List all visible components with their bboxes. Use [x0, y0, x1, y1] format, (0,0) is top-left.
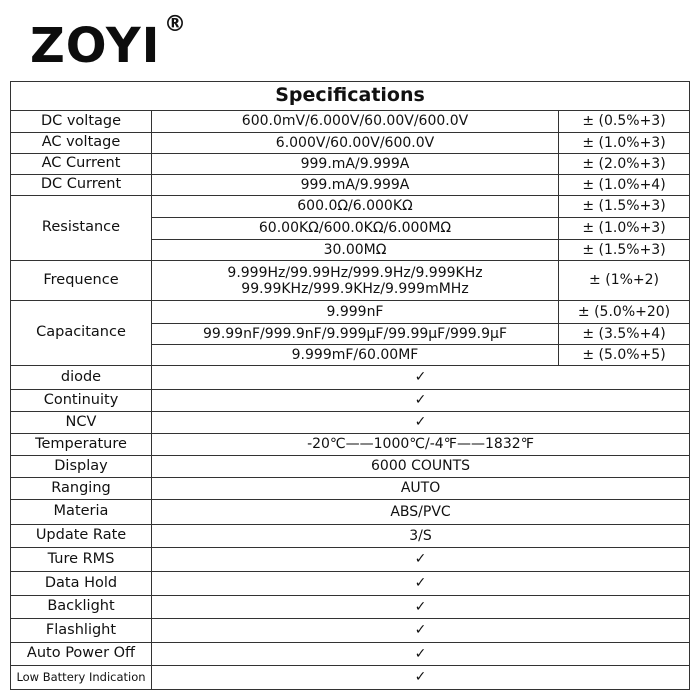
- row-label: Frequence: [11, 261, 152, 301]
- accuracy-cell: ± (1%+2): [559, 261, 690, 301]
- brand-logo: [30, 12, 186, 78]
- accuracy-cell: ± (1.0%+3): [559, 218, 690, 240]
- row-label: AC Current: [11, 154, 152, 175]
- brand-logo-text: ZOYI: [30, 18, 161, 74]
- table-row: [11, 412, 690, 434]
- table-row: [11, 175, 690, 196]
- row-label: Update Rate: [11, 525, 152, 548]
- table-row: [11, 111, 690, 133]
- table-row: [11, 572, 690, 596]
- table-row: [11, 154, 690, 175]
- row-label: DC Current: [11, 175, 152, 196]
- table-row: [11, 434, 690, 456]
- row-label: Data Hold: [11, 572, 152, 596]
- table-row: [11, 525, 690, 548]
- row-label: Ture RMS: [11, 548, 152, 572]
- table-row: [11, 643, 690, 666]
- accuracy-cell: ± (0.5%+3): [559, 111, 690, 133]
- accuracy-cell: ± (1.0%+4): [559, 175, 690, 196]
- row-label: Materia: [11, 500, 152, 525]
- table-row: [11, 301, 690, 324]
- value-cell: ABS/PVC: [152, 500, 690, 525]
- range-cell: 600.0mV/6.000V/60.00V/600.0V: [152, 111, 559, 133]
- accuracy-cell: ± (3.5%+4): [559, 324, 690, 345]
- range-cell: [152, 261, 559, 301]
- check-icon: ✓: [152, 619, 690, 643]
- row-label: NCV: [11, 412, 152, 434]
- range-cell: 9.999nF: [152, 301, 559, 324]
- table-row: [11, 666, 690, 690]
- range-cell: 600.0Ω/6.000KΩ: [152, 196, 559, 218]
- row-label: Ranging: [11, 478, 152, 500]
- range-cell: 6.000V/60.00V/600.0V: [152, 133, 559, 154]
- check-icon: ✓: [152, 596, 690, 619]
- range-cell: 60.00KΩ/600.0KΩ/6.000MΩ: [152, 218, 559, 240]
- row-label: Continuity: [11, 390, 152, 412]
- accuracy-cell: ± (5.0%+20): [559, 301, 690, 324]
- row-label: DC voltage: [11, 111, 152, 133]
- table-row: [11, 478, 690, 500]
- check-icon: ✓: [152, 548, 690, 572]
- row-label: Backlight: [11, 596, 152, 619]
- value-cell: AUTO: [152, 478, 690, 500]
- table-row: [11, 596, 690, 619]
- table-row: [11, 390, 690, 412]
- table-row: [11, 619, 690, 643]
- range-cell: 9.999mF/60.00MF: [152, 345, 559, 366]
- registered-mark: ®: [164, 12, 186, 37]
- row-label: Display: [11, 456, 152, 478]
- table-row: [11, 500, 690, 525]
- table-row: [11, 366, 690, 390]
- range-cell: 999.mA/9.999A: [152, 154, 559, 175]
- range-cell: 30.00MΩ: [152, 240, 559, 261]
- range-cell: 99.99nF/999.9nF/9.999μF/99.99μF/999.9μF: [152, 324, 559, 345]
- table-row: [11, 196, 690, 218]
- table-row: [11, 548, 690, 572]
- accuracy-cell: ± (1.5%+3): [559, 240, 690, 261]
- range-line: 9.999Hz/99.99Hz/999.9Hz/9.999KHz: [227, 264, 483, 281]
- accuracy-cell: ± (2.0%+3): [559, 154, 690, 175]
- row-label: diode: [11, 366, 152, 390]
- accuracy-cell: ± (1.5%+3): [559, 196, 690, 218]
- row-label: Capacitance: [11, 301, 152, 366]
- range-cell: 999.mA/9.999A: [152, 175, 559, 196]
- check-icon: ✓: [152, 390, 690, 412]
- row-label: Temperature: [11, 434, 152, 456]
- table-row: [11, 133, 690, 154]
- row-label: Auto Power Off: [11, 643, 152, 666]
- check-icon: ✓: [152, 366, 690, 390]
- check-icon: ✓: [152, 643, 690, 666]
- check-icon: ✓: [152, 666, 690, 690]
- row-label: Low Battery Indication: [11, 666, 152, 690]
- row-label: Resistance: [11, 196, 152, 261]
- row-label: Flashlight: [11, 619, 152, 643]
- table-row: [11, 456, 690, 478]
- check-icon: ✓: [152, 412, 690, 434]
- value-cell: 3/S: [152, 525, 690, 548]
- range-line: 99.99KHz/999.9KHz/9.999mMHz: [241, 280, 469, 297]
- table-row: [11, 261, 690, 301]
- specifications-table: [10, 81, 690, 690]
- table-title-row: [11, 82, 690, 111]
- value-cell: -20℃——1000℃/-4℉——1832℉: [152, 434, 690, 456]
- accuracy-cell: ± (5.0%+5): [559, 345, 690, 366]
- value-cell: 6000 COUNTS: [152, 456, 690, 478]
- row-label: AC voltage: [11, 133, 152, 154]
- accuracy-cell: ± (1.0%+3): [559, 133, 690, 154]
- check-icon: ✓: [152, 572, 690, 596]
- table-title: Specifications: [11, 82, 690, 111]
